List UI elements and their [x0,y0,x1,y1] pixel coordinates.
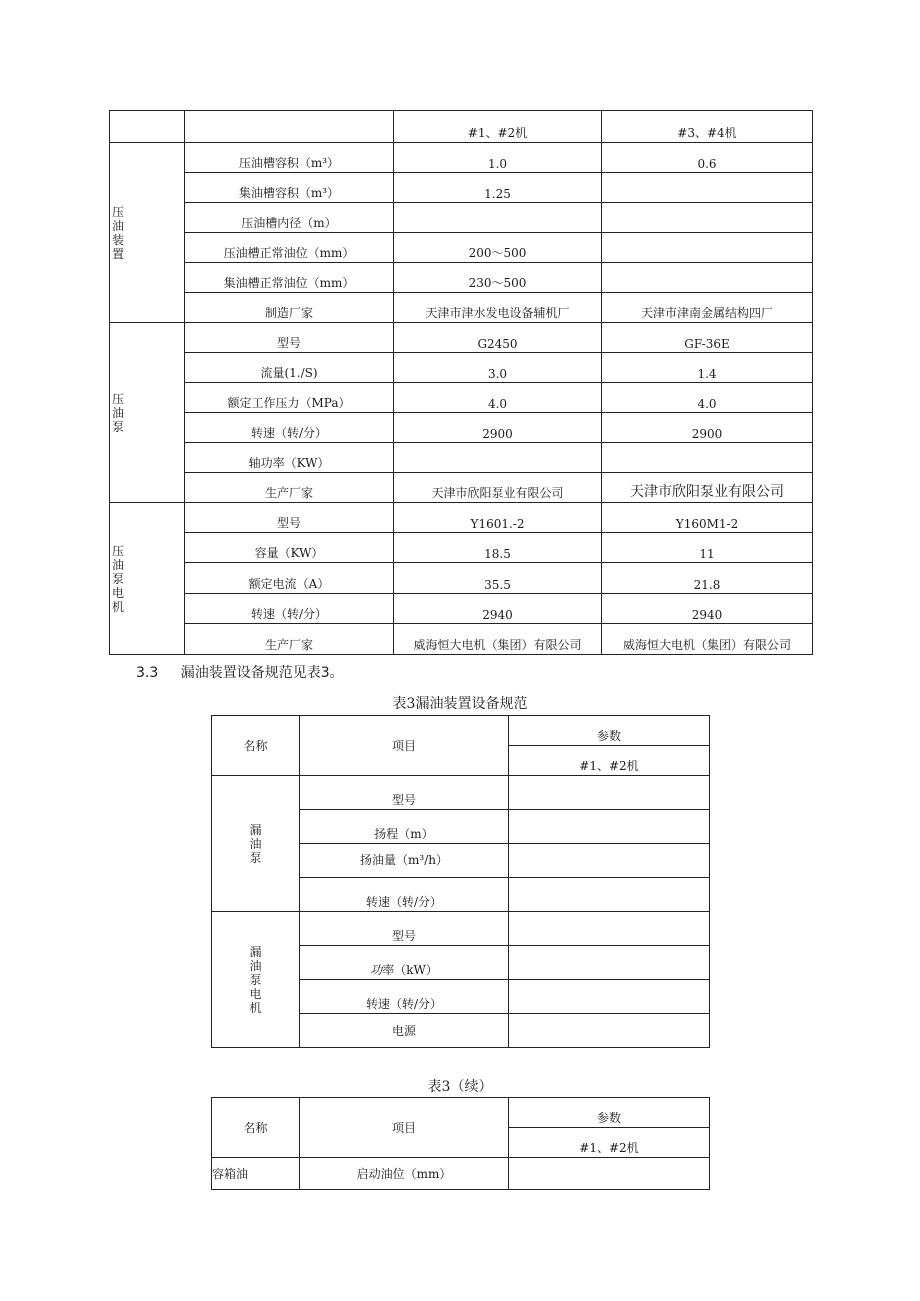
item-cell: 轴功率（KW） [185,443,394,473]
table-row [110,413,813,443]
table-row [110,293,813,323]
value-cell-3-4: 1.4 [602,353,813,383]
table-row [212,1158,710,1190]
value-cell-3-4: 威海恒大电机（集团）有限公司 [602,624,813,655]
item-cell: 启动油位（mm） [300,1158,509,1190]
table-row [110,503,813,533]
value-cell-3-4: 0.6 [602,143,813,173]
item-cell: 生产厂家 [185,624,394,655]
item-cell: 型号 [300,912,509,946]
item-cell: 转速（转/分） [185,413,394,443]
value-cell-1-2: 18.5 [394,533,602,563]
header-name: 名称 [212,1098,300,1158]
section-number: 3.3 [136,665,159,681]
table-row [110,173,813,203]
item-cell: 转速（转/分） [185,594,394,624]
table-row [110,594,813,624]
value-cell-1-2: 1.25 [394,173,602,203]
value-cell [509,1014,710,1048]
item-cell: 集油槽容积（m³） [185,173,394,203]
group-label-leak-oil-pump: 漏油泵 [212,776,300,912]
equipment-spec-table [109,110,813,655]
item-cell: 转速（转/分） [300,878,509,912]
table-header-row [212,1098,710,1128]
item-cell: 扬油量（m³/h） [300,844,509,878]
header-item: 项目 [300,1098,509,1158]
value-cell-1-2 [394,443,602,473]
table-header-row [212,716,710,746]
table-row [110,473,813,503]
value-cell-3-4: 2900 [602,413,813,443]
table-row [110,624,813,655]
value-cell-3-4: 天津市津南金属结构四厂 [602,293,813,323]
value-cell-1-2: 3.0 [394,353,602,383]
value-cell [509,810,710,844]
value-cell-1-2: 35.5 [394,563,602,594]
header-unit-3-4: #3、#4机 [602,111,813,143]
value-cell-1-2: 天津市欣阳泵业有限公司 [394,473,602,503]
value-cell-1-2: Y1601.-2 [394,503,602,533]
item-cell: 压油槽容积（m³） [185,143,394,173]
table-row [110,353,813,383]
header-unit-1-2: #1、#2机 [394,111,602,143]
table3c-caption: 表3（续） [427,1079,493,1095]
item-cell: 容量（KW） [185,533,394,563]
group-label-leak-oil-pump-motor: 漏油泵电机 [212,912,300,1048]
item-cell: 额定电流（A） [185,563,394,594]
item-cell: 压油槽正常油位（mm） [185,233,394,263]
value-cell-3-4: 4.0 [602,383,813,413]
item-cell: 电源 [300,1014,509,1048]
value-cell-1-2: 230～500 [394,263,602,293]
value-cell-3-4: Y160M1-2 [602,503,813,533]
value-cell-1-2: G2450 [394,323,602,353]
value-cell [509,1158,710,1190]
value-cell [509,878,710,912]
leak-oil-spec-table [211,715,710,1048]
value-cell-1-2: 4.0 [394,383,602,413]
item-cell: 压油槽内径（m） [185,203,394,233]
group-label-oil-pump-motor: 压油泵电机 [110,503,185,655]
table-row [110,233,813,263]
item-cell: 型号 [185,503,394,533]
value-cell-3-4: 天津市欣阳泵业有限公司 [602,473,813,503]
item-cell: 集油槽正常油位（mm） [185,263,394,293]
value-cell-1-2: 1.0 [394,143,602,173]
table-row [110,443,813,473]
header-item: 项目 [300,716,509,776]
value-cell-1-2: 200～500 [394,233,602,263]
table-row [110,263,813,293]
item-cell: 流量(1./S) [185,353,394,383]
value-cell-3-4 [602,443,813,473]
item-cell: 型号 [185,323,394,353]
table-row [212,776,710,810]
item-cell: 制造厂家 [185,293,394,323]
table-row [110,323,813,353]
value-cell-3-4: 21.8 [602,563,813,594]
section-heading [136,662,344,682]
item-cell: 扬程（m） [300,810,509,844]
value-cell-1-2: 2900 [394,413,602,443]
value-cell-3-4: GF-36E [602,323,813,353]
item-cell: 生产厂家 [185,473,394,503]
group-label-tank-oil: 容箱油 [212,1158,300,1190]
header-name: 名称 [212,716,300,776]
table-row [110,563,813,594]
leak-oil-spec-table-continued [211,1097,710,1190]
value-cell [509,776,710,810]
value-cell-1-2: 威海恒大电机（集团）有限公司 [394,624,602,655]
header-param: 参数 [509,1098,710,1128]
table-header-row [110,111,813,143]
group-label-oil-pump: 压油泵 [110,323,185,503]
value-cell [509,980,710,1014]
value-cell [509,912,710,946]
value-cell [509,844,710,878]
header-cell-blank-2 [185,111,394,143]
value-cell-1-2: 2940 [394,594,602,624]
item-cell: 转速（转/分） [300,980,509,1014]
section-text: 漏油装置设备规范见表3。 [180,665,344,681]
value-cell-1-2: 天津市津水发电设备辅机厂 [394,293,602,323]
value-cell-3-4 [602,203,813,233]
value-cell-3-4 [602,173,813,203]
item-cell: 额定工作压力（MPa） [185,383,394,413]
header-cell-blank-1 [110,111,185,143]
header-param: 参数 [509,716,710,746]
item-cell: 功率（kW） [300,946,509,980]
group-label-oil-pressure-unit: 压油装置 [110,143,185,323]
table3-caption: 表3漏油装置设备规范 [392,696,528,712]
value-cell [509,946,710,980]
value-cell-3-4: 11 [602,533,813,563]
header-unit-1-2: #1、#2机 [509,1128,710,1158]
value-cell-3-4 [602,233,813,263]
header-unit-1-2: #1、#2机 [509,746,710,776]
value-cell-3-4 [602,263,813,293]
item-cell: 型号 [300,776,509,810]
value-cell-1-2 [394,203,602,233]
value-cell-3-4: 2940 [602,594,813,624]
table-row [110,383,813,413]
table-row [110,203,813,233]
table-row [110,143,813,173]
table-row [212,912,710,946]
table-row [110,533,813,563]
